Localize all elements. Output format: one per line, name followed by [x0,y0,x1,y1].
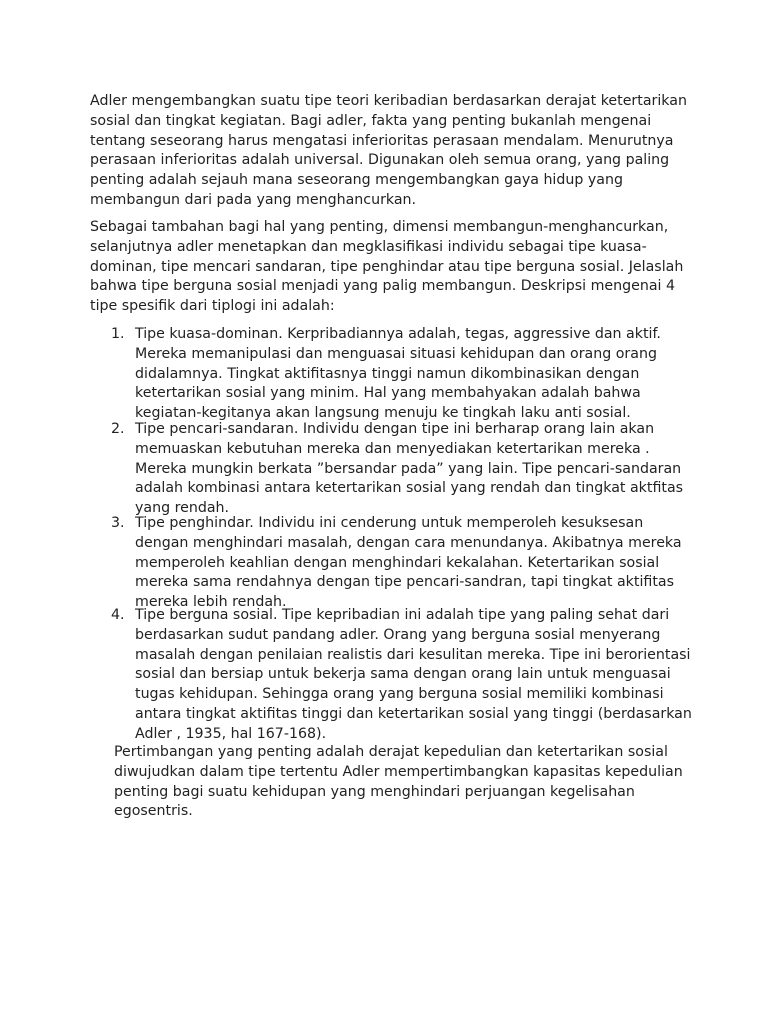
text-line: Adler mengembangkan suatu tipe teori keribadian berdasarkan derajat ketertarikan [90,93,687,109]
text-line: adalah kombinasi antara ketertarikan sosial yang rendah dan tingkat aktfitas [135,480,684,497]
classification-paragraph [90,218,690,317]
text-line: memperoleh keahlian dengan menghindari kekalahan. Ketertarikan sosial [135,554,660,571]
list-number: 1. [111,326,125,342]
text-line: Adler , 1935, hal 167-168). [135,725,327,742]
text-line: Tipe kuasa-dominan. Kerpribadiannya adalah, tegas, aggressive dan aktif. [135,326,661,342]
text-line: Tipe berguna sosial. Tipe kepribadian ini adalah tipe yang paling sehat dari [135,607,670,623]
text-line: dominan, tipe mencari sandaran, tipe penghindar atau tipe berguna sosial. Jelaslah [90,258,684,275]
text-line: ketertarikan sosial yang minim. Hal yang membahyakan adalah bahwa [135,385,641,402]
text-line: Mereka memanipulasi dan menguasai situasi kehidupan dan orang orang [135,345,657,362]
text-line: antara tingkat aktifitas tinggi dan ketertarikan sosial yang tinggi (berdasarkan [135,705,692,722]
text-line: perasaan inferioritas adalah universal. Digunakan oleh semua orang, yang paling [90,152,670,169]
text-line: sosial dan tingkat kegiatan. Bagi adler, fakta yang penting bukanlah mengenai [90,112,652,129]
text-line: dengan menghindari masalah, dengan cara menundanya. Akibatnya mereka [135,534,682,551]
text-line: diwujudkan dalam tipe tertentu Adler mempertimbangkan kapasitas kepedulian [114,763,683,780]
text-line: berdasarkan sudut pandang adler. Orang yang berguna sosial menyerang [135,626,661,643]
list-number: 2. [111,421,125,437]
list-number: 4. [111,607,125,623]
text-line: Sebagai tambahan bagi hal yang penting, dimensi membangun-menghancurkan, [90,219,669,235]
text-line: tentang seseorang harus mengatasi inferioritas perasaan mendalam. Menurutnya [90,132,674,149]
text-line: penting adalah sejauh mana seseorang mengembangkan gaya hidup yang [90,172,623,189]
text-line: tugas kehidupan. Sehingga orang yang berguna sosial memiliki kombinasi [135,686,664,703]
text-line: membangun dari pada yang menghancurkan. [90,191,417,208]
text-line: penting bagi suatu kehidupan yang menghindari perjuangan kegelisahan [114,783,635,800]
text-line: Pertimbangan yang penting adalah derajat kepedulian dan ketertarikan sosial [114,744,668,760]
list-number: 3. [111,515,125,531]
text-line: Tipe pencari-sandaran. Individu dengan tipe ini berharap orang lain akan [135,421,655,437]
text-line: kegiatan-kegitanya akan langsung menuju ke tingkah laku anti sosial. [135,405,631,422]
list-item-text [135,420,683,519]
list-item-text [135,325,661,424]
text-line: Mereka mungkin berkata ”bersandar pada” yang lain. Tipe pencari-sandaran [135,460,682,477]
text-line: didalamnya. Tingkat aktifitasnya tinggi namun dikombinasikan dengan [135,365,640,382]
intro-paragraph [90,92,690,211]
text-line: mereka sama rendahnya dengan tipe pencari-sandran, tapi tingkat aktifitas [135,574,674,591]
text-line: egosentris. [114,803,193,820]
text-line: yang rendah. [135,500,230,517]
text-line: masalah dengan penilaian realistis dari kesulitan mereka. Tipe ini berorientasi [135,646,691,663]
text-line: selanjutnya adler menetapkan dan megklasifikasi individu sebagai tipe kuasa- [90,238,647,255]
text-line: sosial dan bersiap untuk bekerja sama dengan orang lain untuk menguasai [135,666,671,683]
text-line: tipe spesifik dari tiplogi ini adalah: [90,298,335,315]
conclusion-paragraph [114,743,714,822]
text-line: Tipe penghindar. Individu ini cenderung untuk memperoleh kesuksesan [135,515,644,531]
list-item-text [135,606,692,745]
text-line: mereka lebih rendah. [135,594,287,611]
text-line: memuaskan kebutuhan mereka dan menyediakan ketertarikan mereka . [135,440,650,457]
list-item-text [135,514,682,613]
text-line: bahwa tipe berguna sosial menjadi yang palig membangun. Deskripsi mengenai 4 [90,278,676,295]
